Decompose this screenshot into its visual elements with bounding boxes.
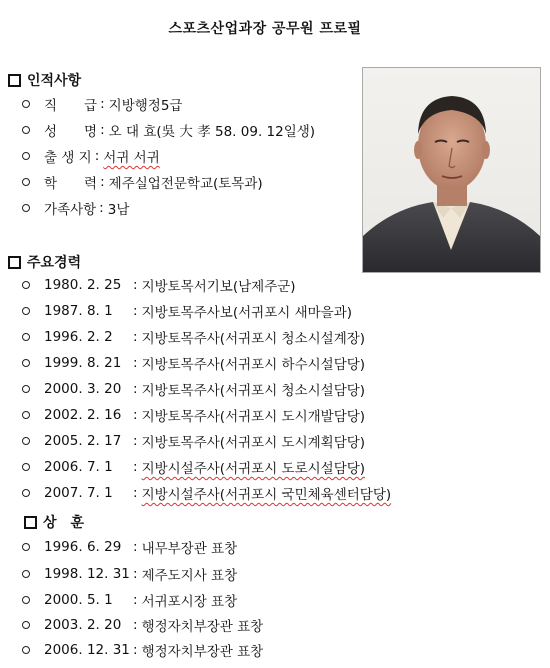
award-description: 제주도지사 표창 bbox=[141, 568, 238, 584]
bullet-icon bbox=[22, 100, 30, 108]
separator: : bbox=[133, 329, 138, 345]
field-label: 성 명 bbox=[44, 124, 98, 140]
section-heading-awards bbox=[24, 512, 84, 532]
section-heading-personal bbox=[8, 70, 81, 90]
career-date: 2005. 2. 17 bbox=[44, 433, 122, 449]
checkbox-icon bbox=[8, 256, 21, 269]
bullet-icon bbox=[22, 543, 30, 551]
bullet-icon bbox=[22, 152, 30, 160]
career-description: 지방시설주사(서귀포시 도로시설담당) bbox=[141, 461, 366, 477]
separator: : bbox=[133, 459, 138, 475]
separator: : bbox=[133, 381, 138, 397]
separator: : bbox=[94, 148, 100, 164]
career-date: 2000. 3. 20 bbox=[44, 381, 122, 397]
field-value: 지방행정5급 bbox=[108, 98, 183, 114]
career-description: 지방토목주사(서귀포시 도시계획담당) bbox=[141, 435, 366, 451]
career-row bbox=[22, 275, 296, 295]
award-description: 내무부장관 표창 bbox=[141, 541, 238, 557]
separator: : bbox=[133, 592, 138, 608]
bullet-icon bbox=[22, 411, 30, 419]
bullet-icon bbox=[22, 281, 30, 289]
separator: : bbox=[133, 407, 138, 423]
career-description: 지방토목주사보(서귀포시 새마을과) bbox=[141, 305, 353, 321]
career-row bbox=[22, 457, 365, 477]
award-date: 2003. 2. 20 bbox=[44, 617, 122, 633]
career-row bbox=[22, 327, 365, 347]
award-date: 1998. 12. 31 bbox=[44, 566, 130, 582]
bullet-icon bbox=[22, 570, 30, 578]
field-label: 직 급 bbox=[44, 98, 98, 114]
bullet-icon bbox=[22, 307, 30, 315]
career-row bbox=[22, 379, 365, 399]
career-description: 지방토목서기보(남제주군) bbox=[141, 279, 296, 295]
field-value: 서귀 서귀 bbox=[103, 150, 160, 166]
award-row bbox=[22, 640, 263, 660]
field-value: 3남 bbox=[107, 202, 130, 218]
bullet-icon bbox=[22, 646, 30, 654]
profile-row-grade bbox=[22, 94, 182, 114]
separator: : bbox=[133, 617, 138, 633]
award-row bbox=[22, 615, 263, 635]
award-description: 행정자치부장관 표창 bbox=[141, 619, 264, 635]
career-date: 2006. 7. 1 bbox=[44, 459, 113, 475]
award-date: 1996. 6. 29 bbox=[44, 539, 122, 555]
separator: : bbox=[133, 277, 138, 293]
separator: : bbox=[133, 642, 138, 658]
bullet-icon bbox=[22, 204, 30, 212]
award-row bbox=[22, 590, 237, 610]
career-row bbox=[22, 353, 365, 373]
bullet-icon bbox=[22, 126, 30, 134]
bullet-icon bbox=[22, 359, 30, 367]
career-description: 지방시설주사(서귀포시 국민체육센터담당) bbox=[141, 487, 392, 503]
career-date: 1980. 2. 25 bbox=[44, 277, 122, 293]
career-row bbox=[22, 405, 365, 425]
separator: : bbox=[133, 539, 138, 555]
separator: : bbox=[133, 433, 138, 449]
page-title: 스포츠산업과장 공무원 프로필 bbox=[168, 21, 362, 37]
checkbox-icon bbox=[24, 516, 37, 529]
separator: : bbox=[133, 485, 138, 501]
separator: : bbox=[100, 174, 105, 190]
section-title: 인적사항 bbox=[27, 73, 82, 89]
separator: : bbox=[133, 566, 138, 582]
bullet-icon bbox=[22, 385, 30, 393]
separator: : bbox=[99, 200, 104, 216]
career-date: 1996. 2. 2 bbox=[44, 329, 113, 345]
separator: : bbox=[133, 355, 138, 371]
career-description: 지방토목주사(서귀포시 하수시설담당) bbox=[141, 357, 366, 373]
profile-row-family bbox=[22, 198, 129, 218]
bullet-icon bbox=[22, 437, 30, 445]
field-value: 제주실업전문학교(토목과) bbox=[108, 176, 263, 192]
career-date: 1987. 8. 1 bbox=[44, 303, 113, 319]
field-label: 출 생 지 bbox=[44, 150, 92, 166]
career-row bbox=[22, 431, 365, 451]
bullet-icon bbox=[22, 178, 30, 186]
field-label: 학 력 bbox=[44, 176, 98, 192]
award-date: 2000. 5. 1 bbox=[44, 592, 113, 608]
bullet-icon bbox=[22, 489, 30, 497]
separator: : bbox=[133, 303, 138, 319]
award-description: 행정자치부장관 표창 bbox=[141, 644, 264, 660]
profile-row-birthplace bbox=[22, 146, 160, 166]
career-description: 지방토목주사(서귀포시 청소시설계장) bbox=[141, 331, 366, 347]
profile-row-name bbox=[22, 120, 315, 140]
career-date: 2007. 7. 1 bbox=[44, 485, 113, 501]
career-row bbox=[22, 483, 391, 503]
section-title: 주요경력 bbox=[27, 255, 82, 271]
checkbox-icon bbox=[8, 74, 21, 87]
bullet-icon bbox=[22, 596, 30, 604]
section-title: 상 훈 bbox=[43, 515, 85, 531]
bullet-icon bbox=[22, 463, 30, 471]
award-row bbox=[22, 537, 237, 557]
career-date: 2002. 2. 16 bbox=[44, 407, 122, 423]
separator: : bbox=[100, 96, 105, 112]
profile-row-education bbox=[22, 172, 263, 192]
bullet-icon bbox=[22, 621, 30, 629]
field-value: 오 대 효(吳 大 孝 58. 09. 12일생) bbox=[108, 124, 316, 140]
award-date: 2006. 12. 31 bbox=[44, 642, 130, 658]
separator: : bbox=[100, 122, 105, 138]
section-heading-career bbox=[8, 252, 81, 272]
career-description: 지방토목주사(서귀포시 도시개발담당) bbox=[141, 409, 366, 425]
portrait-image bbox=[363, 68, 540, 272]
award-row bbox=[22, 564, 237, 584]
career-row bbox=[22, 301, 352, 321]
bullet-icon bbox=[22, 333, 30, 341]
field-label: 가족사항 bbox=[44, 202, 97, 218]
career-description: 지방토목주사(서귀포시 청소시설담당) bbox=[141, 383, 366, 399]
career-date: 1999. 8. 21 bbox=[44, 355, 122, 371]
award-description: 서귀포시장 표창 bbox=[141, 594, 238, 610]
profile-photo bbox=[362, 67, 541, 273]
